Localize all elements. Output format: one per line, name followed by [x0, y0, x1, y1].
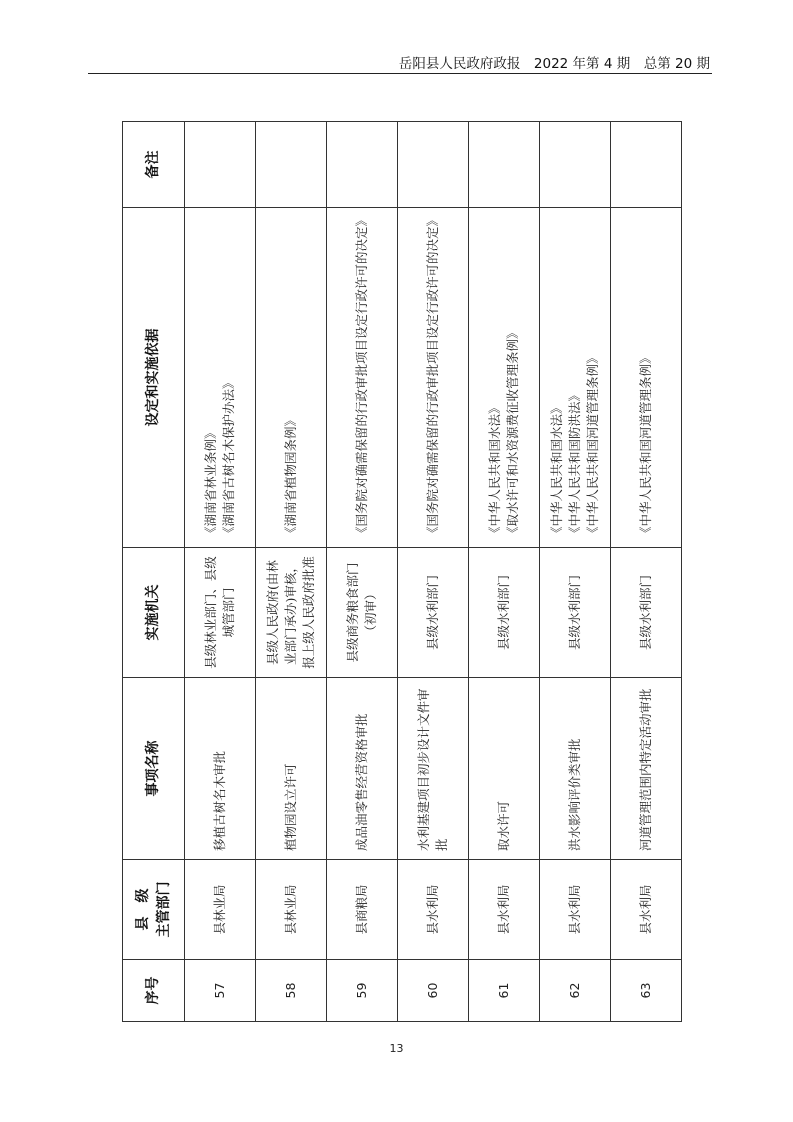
cell-agency: 县级水利部门: [469, 548, 540, 678]
cell-agency: 县级人民政府(由林业部门承办)审核，报上级人民政府批准: [256, 548, 327, 678]
cell-basis: [327, 208, 398, 548]
table-row: [469, 122, 540, 1022]
basis-line: 《中华人民共和国水法》: [486, 401, 502, 539]
cell-dept: 县水利局: [469, 860, 540, 960]
basis-line: 《湖南省植物园条例》: [282, 413, 298, 539]
cell-basis: [185, 208, 256, 548]
cell-name: 移植古树名木审批: [185, 678, 256, 860]
page-number: 13: [389, 1042, 404, 1055]
cell-remarks: [469, 122, 540, 208]
cell-dept: 县水利局: [540, 860, 611, 960]
cell-name: 植物园设立许可: [256, 678, 327, 860]
column-header-remarks: 备注: [123, 122, 185, 208]
cell-basis: [540, 208, 611, 548]
cell-no: 63: [611, 960, 682, 1022]
basis-line: 《湖南省古树名木保护办法》: [221, 376, 236, 539]
cell-basis: [256, 208, 327, 548]
approval-items-table: [122, 121, 682, 1022]
cell-no: 58: [256, 960, 327, 1022]
table-row: [185, 122, 256, 1022]
cell-agency: 县级水利部门: [398, 548, 469, 678]
cell-name: 河道管理范围内特定活动审批: [611, 678, 682, 860]
cell-name: 洪水影响评价类审批: [540, 678, 611, 860]
table-row: [398, 122, 469, 1022]
column-header-no: 序号: [123, 960, 185, 1022]
cell-basis: [398, 208, 469, 548]
cell-no: 61: [469, 960, 540, 1022]
cell-name: 成品油零售经营资格审批: [327, 678, 398, 860]
page-header: 岳阳县人民政府政报 2022 年第 4 期 总第 20 期: [398, 56, 710, 72]
cell-dept: 县商粮局: [327, 860, 398, 960]
column-header-dept: 县 级 主管部门: [123, 860, 185, 960]
cell-basis: [611, 208, 682, 548]
cell-dept: 县林业局: [256, 860, 327, 960]
table-row: [256, 122, 327, 1022]
basis-line: 《中华人民共和国防洪法》: [566, 388, 582, 539]
approval-items-table-container: [122, 122, 682, 1022]
cell-basis: [469, 208, 540, 548]
basis-line: 《国务院对确需保留的行政审批项目设定行政许可的决定》: [353, 213, 369, 539]
table-row: [327, 122, 398, 1022]
cell-agency: 县级水利部门: [540, 548, 611, 678]
cell-name: 水利基建项目初步设计文件审批: [398, 678, 469, 860]
basis-line: 《中华人民共和国河道管理条例》: [637, 351, 653, 539]
cell-agency: 县级商务粮食部门（初审）: [327, 548, 398, 678]
column-header-agency: 实施机关: [123, 548, 185, 678]
cell-remarks: [540, 122, 611, 208]
basis-line: 《国务院对确需保留的行政审批项目设定行政许可的决定》: [424, 213, 440, 539]
basis-line: 《中华人民共和国河道管理条例》: [585, 351, 601, 539]
cell-no: 59: [327, 960, 398, 1022]
cell-no: 60: [398, 960, 469, 1022]
cell-no: 62: [540, 960, 611, 1022]
cell-agency: 县级林业部门、县级城管部门: [185, 548, 256, 678]
cell-name: 取水许可: [469, 678, 540, 860]
column-header-basis: 设定和实施依据: [123, 208, 185, 548]
table-header-row: [123, 122, 185, 1022]
cell-remarks: [185, 122, 256, 208]
column-header-name: 事项名称: [123, 678, 185, 860]
cell-dept: 县林业局: [185, 860, 256, 960]
basis-line: 《取水许可和水资源费征收管理条例》: [505, 326, 520, 539]
cell-remarks: [327, 122, 398, 208]
cell-dept: 县水利局: [398, 860, 469, 960]
cell-remarks: [398, 122, 469, 208]
cell-no: 57: [185, 960, 256, 1022]
cell-agency: 县级水利部门: [611, 548, 682, 678]
basis-line: 《湖南省林业条例》: [202, 426, 218, 539]
cell-dept: 县水利局: [611, 860, 682, 960]
cell-remarks: [611, 122, 682, 208]
basis-line: 《中华人民共和国水法》: [548, 401, 564, 539]
table-row: [611, 122, 682, 1022]
table-row: [540, 122, 611, 1022]
header-divider: [88, 73, 712, 74]
cell-remarks: [256, 122, 327, 208]
